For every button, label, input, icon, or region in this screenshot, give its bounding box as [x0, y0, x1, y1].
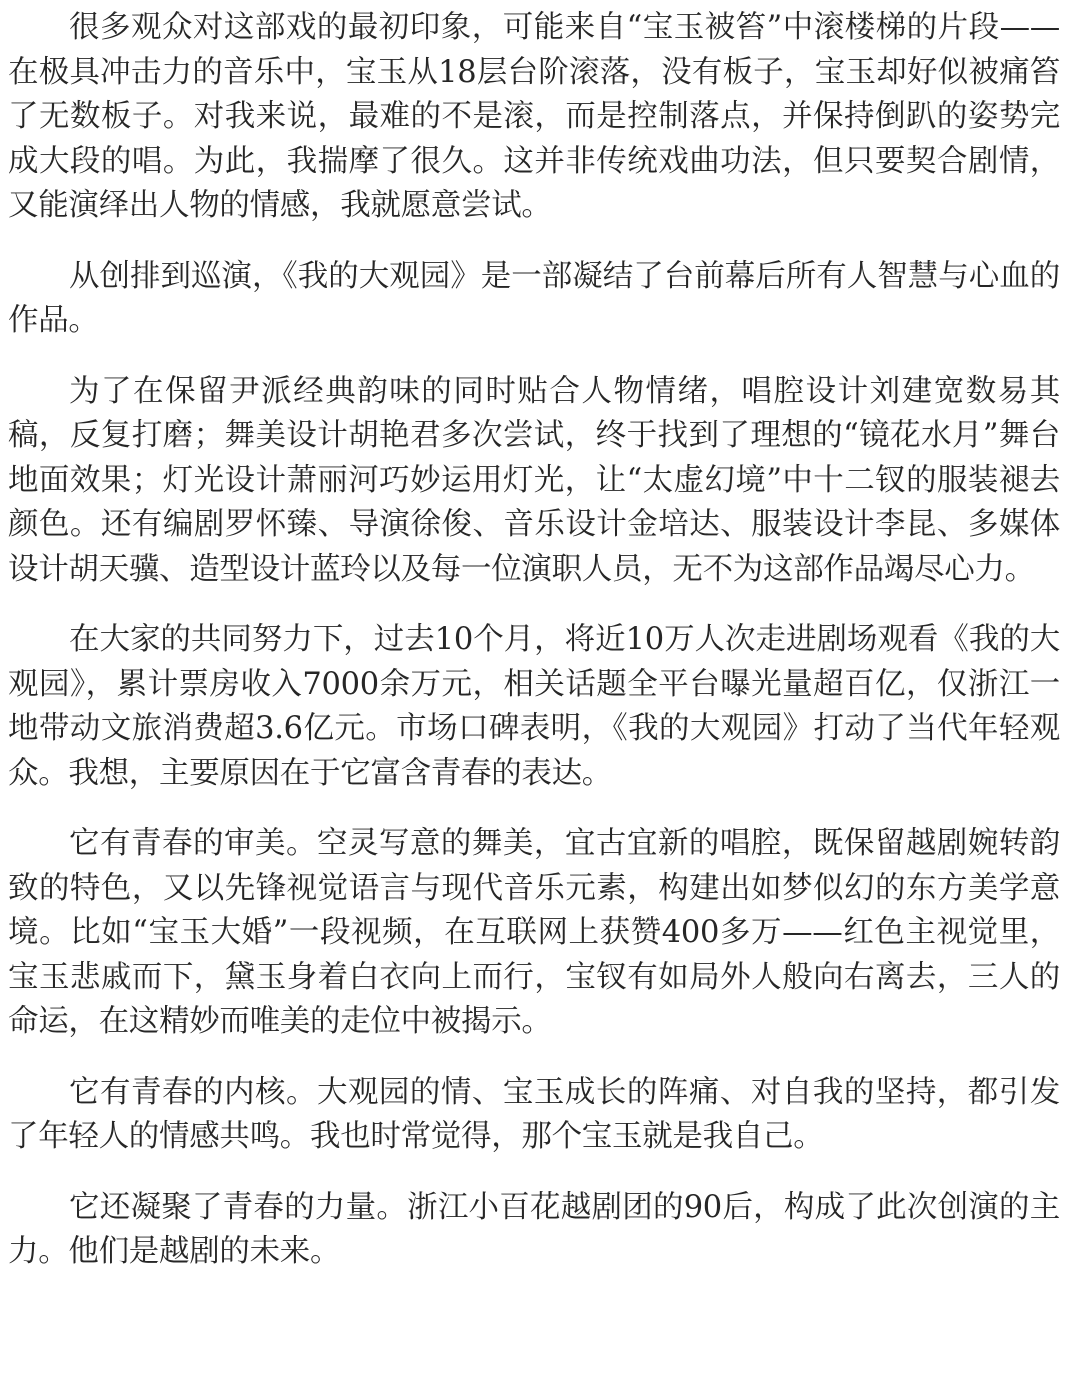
paragraph-5: 它有青春的审美。空灵写意的舞美，宜古宜新的唱腔，既保留越剧婉转韵致的特色，又以先锋视觉语言与现代音乐元素，构建出如梦似幻的东方美学意境。比如“宝玉大婚”一段视频，在互联网上获赞400多万——红色主视觉里，宝玉悲戚而下，黛玉身着白衣向上而行，宝钗有如局外人般向右离去，三人的命运，在这精妙而唯美的走位中被揭示。: [8, 826, 1060, 1039]
paragraph-1: 很多观众对这部戏的最初印象，可能来自“宝玉被笞”中滚楼梯的片段——在极具冲击力的音乐中，宝玉从18层台阶滚落，没有板子，宝玉却好似被痛笞了无数板子。对我来说，最难的不是滚，而是控制落点，并保持倒趴的姿势完成大段的唱。为此，我揣摩了很久。这并非传统戏曲功法，但只要契合剧情，又能演绎出人物的情感，我就愿意尝试。: [8, 10, 1060, 223]
paragraph-4: 在大家的共同努力下，过去10个月，将近10万人次走进剧场观看《我的大观园》，累计票房收入7000余万元，相关话题全平台曝光量超百亿，仅浙江一地带动文旅消费超3.6亿元。市场口碑表明，《我的大观园》打动了当代年轻观众。我想，主要原因在于它富含青春的表达。: [8, 622, 1060, 791]
paragraph-6: 它有青春的内核。大观园的情、宝玉成长的阵痛、对自我的坚持，都引发了年轻人的情感共鸣。我也时常觉得，那个宝玉就是我自己。: [8, 1074, 1060, 1154]
paragraph-7: 它还凝聚了青春的力量。浙江小百花越剧团的90后，构成了此次创演的主力。他们是越剧的未来。: [8, 1189, 1060, 1269]
paragraph-3: 为了在保留尹派经典韵味的同时贴合人物情绪，唱腔设计刘建宽数易其稿，反复打磨；舞美设计胡艳君多次尝试，终于找到了理想的“镜花水月”舞台地面效果；灯光设计萧丽河巧妙运用灯光，让“太虚幻境”中十二钗的服装褪去颜色。还有编剧罗怀臻、导演徐俊、音乐设计金培达、服装设计李昆、多媒体设计胡天骥、造型设计蓝玲以及每一位演职人员，无不为这部作品竭尽心力。: [8, 373, 1060, 587]
paragraph-2: 从创排到巡演，《我的大观园》是一部凝结了台前幕后所有人智慧与心血的作品。: [8, 258, 1060, 338]
article-body: [8, 6, 1060, 1275]
